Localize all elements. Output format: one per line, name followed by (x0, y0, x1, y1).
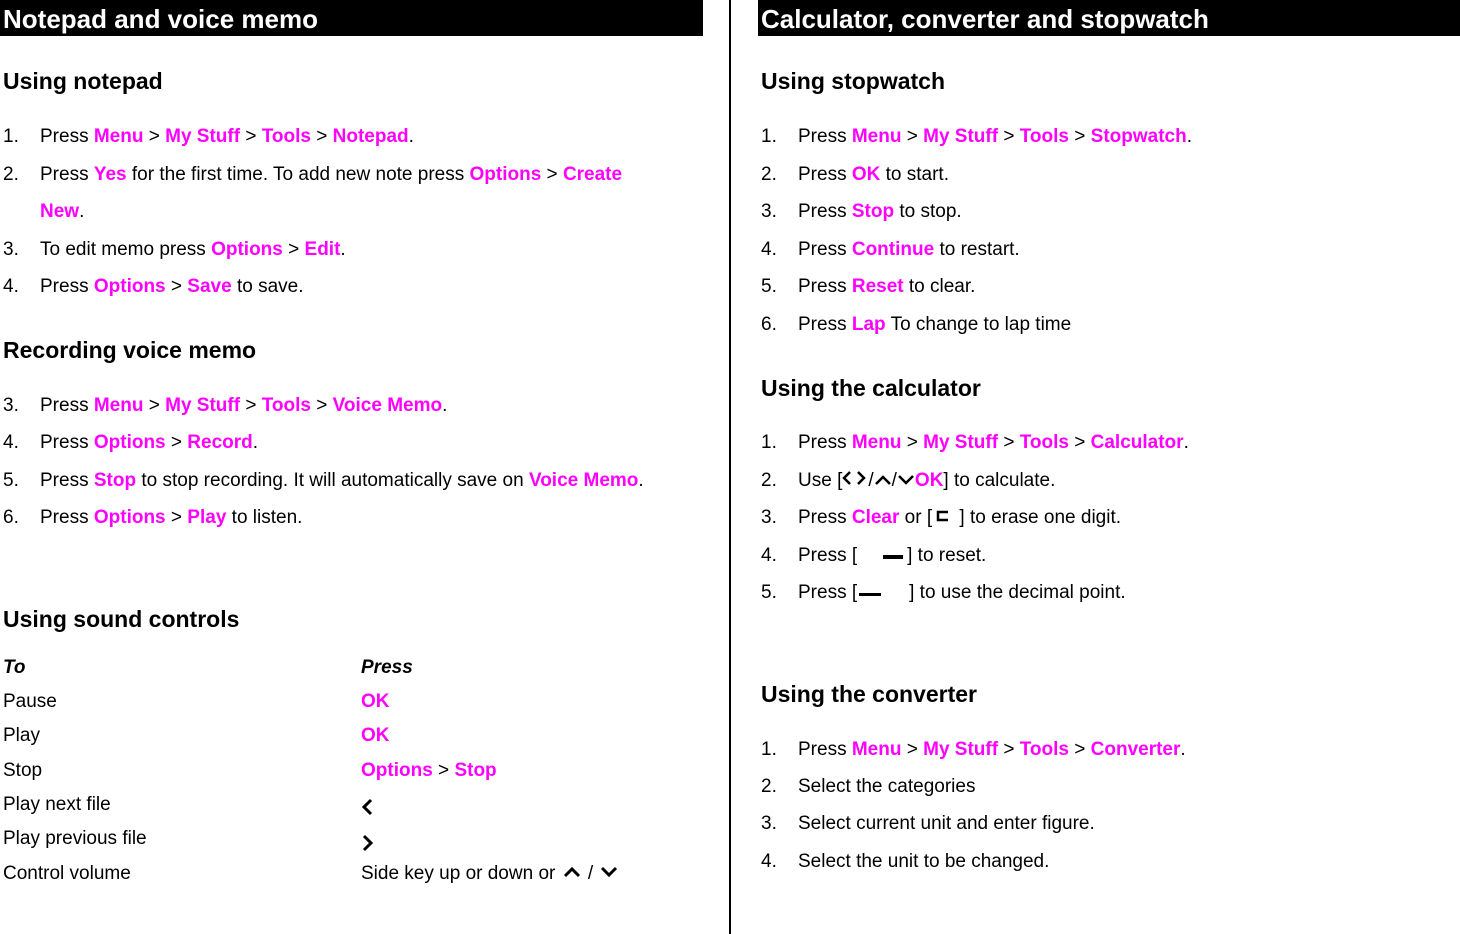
calculator-step-3: 3. Press Clear or [ ] to erase one digit. (761, 507, 1122, 529)
notepad-step-4: 4. Press Options > Save to save. (3, 276, 304, 297)
table-row-to: Control volume (3, 863, 131, 884)
notepad-step-1: 1. Press Menu > My Stuff > Tools > Notepad. (3, 126, 414, 147)
voice-step-6: 6. Press Options > Play to listen. (3, 507, 303, 528)
table-row-to: Stop (3, 760, 43, 781)
table-row-press: OK (361, 725, 390, 746)
calculator-step-4: 4. Press [ ] to reset. (761, 545, 987, 567)
column-divider (729, 0, 731, 934)
table-row-to: Play next file (3, 794, 111, 815)
right-column (758, 0, 1460, 872)
table-row-to: Pause (3, 691, 57, 712)
voice-step-3: 3. Press Menu > My Stuff > Tools > Voice Memo. (3, 395, 448, 416)
table-row-to: Play (3, 725, 40, 746)
voice-step-4: 4. Press Options > Record. (3, 432, 259, 453)
table-row-press: Side key up or down or / (361, 863, 620, 885)
left-chevron-icon (361, 798, 375, 822)
up-chevron-icon (561, 863, 583, 885)
left-right-nav-icon (842, 470, 868, 492)
voice-step-5: 5. Press Stop to stop recording. It will automatically save on Voice Memo. (3, 470, 644, 491)
converter-heading: Using the converter (761, 681, 977, 707)
stopwatch-step-2: 2. Press OK to start. (761, 164, 949, 185)
notepad-heading: Using notepad (3, 68, 163, 94)
right-chevron-icon (361, 834, 375, 858)
up-nav-icon (874, 470, 892, 492)
table-header-press: Press (361, 657, 413, 678)
notepad-step-2-cont: New. (40, 201, 85, 222)
calculator-step-1: 1. Press Menu > My Stuff > Tools > Calculator. (761, 432, 1189, 453)
notepad-step-2: 2. Press Yes for the first time. To add new note press Options > Create (3, 164, 623, 185)
table-header-to: To (3, 657, 26, 678)
table-row-press: OK (361, 691, 390, 712)
stopwatch-step-6: 6. Press Lap To change to lap time (761, 314, 1072, 335)
calculator-step-2: 2. Use [ / / OK] to calculate. (761, 470, 1056, 492)
table-row-press: Options > Stop (361, 760, 497, 781)
down-nav-icon (897, 470, 915, 492)
stopwatch-step-5: 5. Press Reset to clear. (761, 276, 976, 297)
notepad-step-3: 3. To edit memo press Options > Edit. (3, 239, 346, 260)
right-section-title: Calculator, converter and stopwatch (758, 0, 1460, 36)
converter-step-4: 4. Select the unit to be changed. (761, 851, 1050, 872)
stopwatch-step-1: 1. Press Menu > My Stuff > Tools > Stopwatch. (761, 126, 1192, 147)
right-softkey-icon (857, 545, 907, 567)
converter-step-1: 1. Press Menu > My Stuff > Tools > Converter. (761, 739, 1186, 760)
stopwatch-step-4: 4. Press Continue to restart. (761, 239, 1020, 260)
calculator-heading: Using the calculator (761, 375, 981, 401)
sound-controls-heading: Using sound controls (3, 606, 240, 632)
down-chevron-icon (598, 863, 620, 885)
left-section-title: Notepad and voice memo (0, 0, 703, 36)
converter-step-3: 3. Select current unit and enter figure. (761, 813, 1095, 834)
converter-step-2: 2. Select the categories (761, 776, 976, 797)
calculator-step-5: 5. Press [ ] to use the decimal point. (761, 582, 1126, 604)
left-column (0, 0, 703, 885)
left-softkey-icon (857, 582, 909, 604)
table-row-to: Play previous file (3, 828, 147, 849)
stopwatch-step-3: 3. Press Stop to stop. (761, 201, 962, 222)
stopwatch-heading: Using stopwatch (761, 68, 946, 94)
voice-memo-heading: Recording voice memo (3, 337, 257, 363)
clear-key-icon (932, 507, 954, 529)
